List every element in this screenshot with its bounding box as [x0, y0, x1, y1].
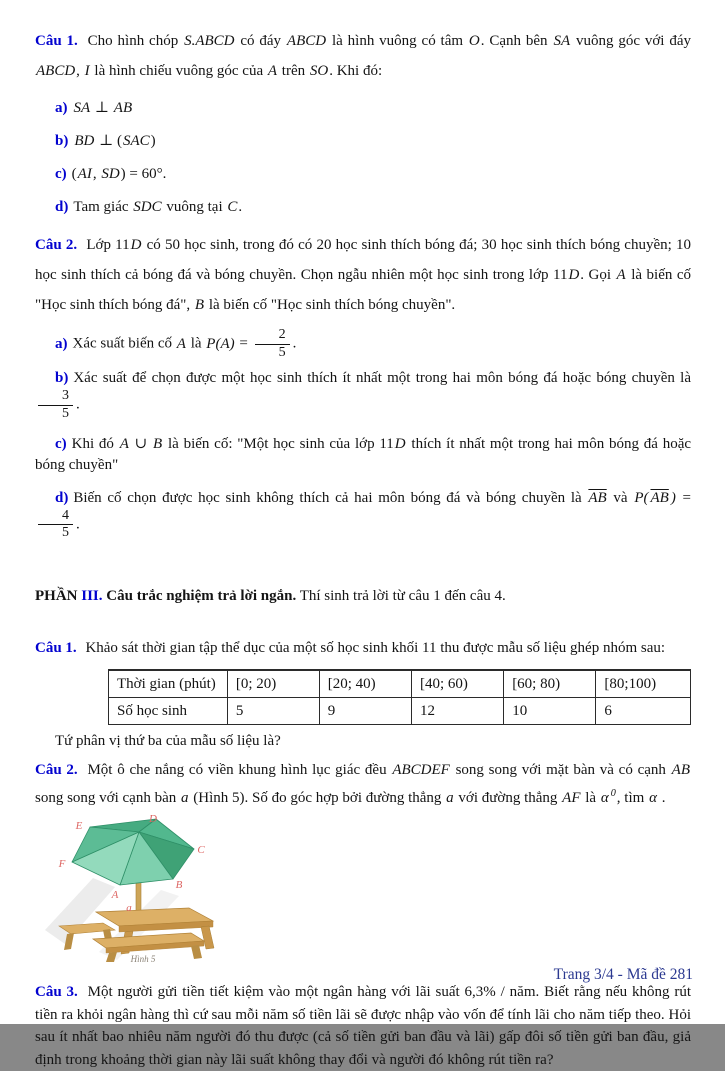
text-run: I	[84, 63, 90, 79]
data-cell: [0; 20)	[227, 670, 319, 698]
data-cell: 9	[319, 698, 411, 725]
fraction	[38, 509, 73, 541]
cau2-part2-question	[35, 230, 691, 320]
figure-hinh5	[43, 812, 691, 969]
text-run: a	[446, 790, 454, 807]
text-run: là hình chiếu vuông góc của	[90, 63, 267, 79]
question-label: a)	[55, 335, 68, 352]
figure-label-A: A	[111, 889, 119, 902]
text-run: là biến cố "Học sinh thích bóng chuyền".	[205, 297, 456, 313]
text-run: Biến cố chọn được học sinh không thích cả hai môn bóng đá và bóng chuyền là	[73, 489, 588, 506]
fraction	[255, 328, 290, 360]
text-run: =	[235, 335, 252, 352]
row-header-cell: Thời gian (phút)	[109, 670, 228, 698]
text-run: vuông tại	[162, 199, 227, 215]
question-label: Câu 3.	[35, 984, 78, 1001]
figure-label-C: C	[197, 844, 205, 857]
text-run: , tìm	[616, 790, 649, 807]
text-run: với đường thẳng	[454, 790, 562, 807]
text-run: AF	[562, 790, 581, 807]
cau1-option-a	[35, 98, 691, 119]
frequency-table	[108, 669, 691, 725]
text-run: ABCDEF	[392, 762, 450, 779]
fraction	[38, 389, 73, 421]
text-run: . Cạnh bên	[480, 33, 553, 49]
text-run: A	[616, 267, 626, 283]
data-cell: 10	[504, 698, 596, 725]
cau2-option-d	[35, 488, 691, 541]
text-run: P(	[634, 489, 649, 506]
text-run: vuông góc với đáy	[571, 33, 691, 49]
question-label: c)	[55, 166, 67, 182]
umbrella-canopy	[72, 819, 194, 885]
text-run: D	[394, 435, 406, 452]
figure-label-F: F	[58, 858, 66, 871]
text-run: A	[119, 435, 129, 452]
fraction-denominator: 5	[62, 525, 69, 541]
text-run: Khảo sát thời gian tập thể dục của một số học sinh khối 11 thu được mẫu số liệu ghép nhóm sau:	[81, 640, 666, 657]
data-cell: [40; 60)	[411, 670, 503, 698]
text-run: có đáy	[235, 33, 286, 49]
question-label: a)	[55, 100, 68, 116]
text-run: SO	[309, 63, 329, 79]
text-run: D	[130, 237, 142, 253]
text-run: trên	[278, 63, 309, 79]
cau1-part3-prompt	[35, 733, 691, 750]
text-run: C	[227, 199, 238, 215]
cau1-option-d	[35, 197, 691, 218]
phan3-header	[35, 581, 691, 611]
question-label: d)	[55, 489, 69, 506]
text-run: Khi đó	[71, 435, 119, 452]
text-run: a	[181, 790, 189, 807]
text-run: là hình vuông có tâm	[327, 33, 468, 49]
text-run: .	[76, 516, 80, 533]
text-run: .	[292, 335, 297, 352]
text-run: ,	[76, 63, 84, 79]
fraction-denominator: 5	[278, 344, 286, 360]
text-run: =	[676, 489, 691, 506]
fraction-numerator: 4	[38, 509, 73, 526]
text-run: có 50 học sinh, trong đó có 20 học sinh thích bóng đá; 30 học sinh thích bóng chuyền; 10 học sinh thích cả bóng đá và bóng chuyền. Chọn ngẫu nhiên một học sinh trong lớp 11	[35, 237, 691, 283]
text-run: 0	[610, 788, 616, 800]
text-run: SA	[553, 33, 571, 49]
text-run: A	[267, 63, 278, 79]
text-run: ABCD	[286, 33, 327, 49]
text-run: .	[76, 397, 80, 413]
cau3-part3-question	[35, 981, 691, 1071]
cau1-option-b	[35, 131, 691, 152]
text-run: AI	[77, 166, 92, 182]
text-run: AB	[113, 100, 133, 116]
text-run: ,	[92, 166, 101, 182]
text-run: Lớp 11	[82, 237, 130, 253]
figure-label-E: E	[75, 820, 83, 833]
data-cell: 5	[227, 698, 319, 725]
question-label: d)	[55, 199, 69, 215]
text-run: α	[600, 790, 609, 807]
cau1-part3-question	[35, 633, 691, 663]
text-run: và	[607, 489, 634, 506]
cau2-option-b	[35, 368, 691, 421]
fraction-numerator: 3	[38, 389, 73, 406]
text-run: $\overline{AB}$	[650, 489, 669, 506]
text-run: là biến cố: "Một học sinh của lớp 11	[163, 435, 394, 452]
fraction-denominator: 5	[62, 406, 69, 422]
data-cell: [20; 40)	[319, 670, 411, 698]
text-run: Một ô che nắng có viền khung hình lục giác đều	[82, 762, 392, 779]
text-run: Câu trắc nghiệm trả lời ngắn.	[102, 588, 297, 605]
question-label: b)	[55, 370, 69, 387]
cau1-part2-question	[35, 26, 691, 86]
text-run: SD	[101, 166, 120, 182]
text-run: là	[186, 335, 206, 352]
data-cell: 6	[596, 698, 691, 725]
figure-image	[43, 812, 243, 964]
question-label: b)	[55, 133, 69, 149]
text-run: S.ABCD	[184, 33, 235, 49]
text-run: ⊥ (	[95, 133, 122, 149]
text-run: (Hình 5). Số đo góc hợp bởi đường thẳng	[189, 790, 446, 807]
figure-label-D: D	[149, 813, 157, 826]
data-cell: [80;100)	[596, 670, 691, 698]
text-run: B	[194, 297, 205, 313]
text-run: III.	[81, 588, 103, 605]
cau2-option-a	[35, 328, 691, 360]
cau1-option-c	[35, 164, 691, 185]
text-run: .	[238, 199, 243, 215]
figure-caption: Hình 5	[130, 954, 156, 965]
text-run: Một người gửi tiền tiết kiệm vào một ngân hàng với lãi suất 6,3% / năm. Biết rằng nếu không rút tiền ra khỏi ngân hàng thì cứ sau mỗi năm số tiền lãi sẽ được nhập vào vốn để tính lãi cho năm tiếp theo. Hỏi sau ít nhất bao nhiêu năm người đó thu được (cả số tiền gửi ban đầu và lãi) gấp đôi số tiền gửi ban đầu, giả định trong khoảng thời gian này lãi suất không thay đổi và người đó không rút tiền ra?	[35, 984, 691, 1068]
question-label: Câu 2.	[35, 237, 78, 253]
text-run: B	[153, 435, 163, 452]
text-run: Xác suất biến cố	[72, 335, 176, 352]
cau2-option-c	[35, 434, 691, 476]
text-run: ⊥	[91, 100, 113, 116]
text-run: D	[568, 267, 580, 283]
text-run: là biến cố "Học sinh thích bóng đá",	[35, 267, 692, 313]
text-run: )	[150, 133, 156, 149]
table-row	[109, 670, 691, 698]
cau2-part3-question	[35, 758, 691, 810]
figure-label-B: B	[175, 879, 183, 892]
question-label: c)	[55, 435, 67, 452]
text-run: Tam giác	[73, 199, 133, 215]
table-row	[109, 698, 691, 725]
data-cell: [60; 80)	[504, 670, 596, 698]
text-run: Thí sinh trả lời từ câu 1 đến câu 4.	[296, 588, 506, 605]
text-run: là	[581, 790, 600, 807]
text-run: . Gọi	[580, 267, 616, 283]
question-label: Câu 1.	[35, 640, 77, 657]
text-run: SA	[73, 100, 91, 116]
text-run: A	[176, 335, 186, 352]
text-run: .	[657, 790, 666, 807]
text-run: thích ít nhất một trong hai môn bóng đá hoặc bóng chuyền"	[35, 435, 692, 473]
text-run: )	[670, 489, 676, 506]
text-run: P(A)	[206, 335, 235, 352]
text-run: song song với mặt bàn và có cạnh	[450, 762, 671, 779]
question-label: Câu 1.	[35, 33, 78, 49]
text-run: Cho hình chóp	[82, 33, 184, 49]
row-header-cell: Số học sinh	[109, 698, 228, 725]
text-run: α	[649, 790, 657, 807]
text-run: AB	[671, 762, 690, 779]
text-run: ∪	[129, 435, 153, 452]
text-run: SDC	[133, 199, 162, 215]
text-run: SAC	[122, 133, 150, 149]
text-run: song song với cạnh bàn	[35, 790, 180, 807]
text-run: Xác suất để chọn được một học sinh thích ít nhất một trong hai môn bóng đá hoặc bóng chuyền là	[73, 370, 691, 387]
question-label: Câu 2.	[35, 762, 78, 779]
text-run: ABCD	[36, 63, 76, 79]
text-run: BD	[74, 133, 95, 149]
text-run: Tứ phân vị thứ ba của mẫu số liệu là?	[55, 733, 281, 750]
text-run: PHẦN	[35, 588, 82, 605]
text-run: (	[71, 166, 77, 182]
figure-label-a: a	[126, 902, 132, 915]
page-footer: Trang 3/4 - Mã đề 281	[553, 966, 693, 983]
text-run: $\overline{AB}$	[588, 489, 607, 506]
fraction-numerator: 2	[255, 328, 290, 345]
data-cell: 12	[411, 698, 503, 725]
text-run: O	[468, 33, 480, 49]
text-run: . Khi đó:	[329, 63, 383, 79]
text-run: ) = 60°.	[120, 166, 167, 182]
